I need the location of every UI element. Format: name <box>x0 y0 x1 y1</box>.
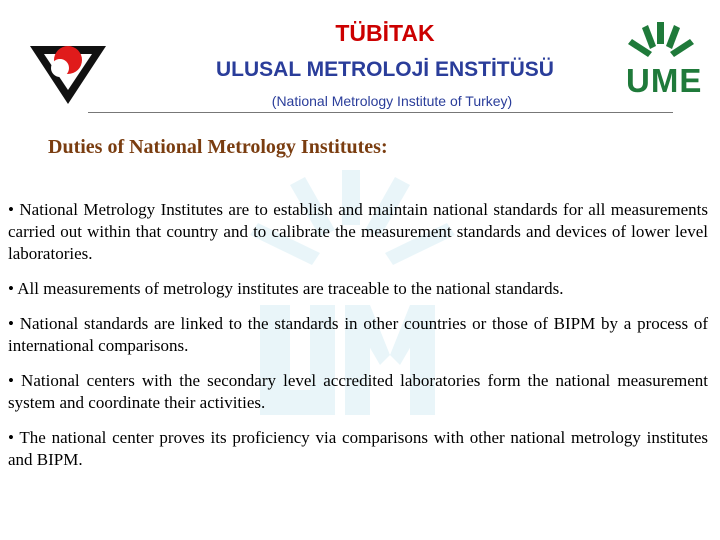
bullet-item: • All measurements of metrology institutes are traceable to the national standards. <box>8 279 564 298</box>
bullet-item: • National centers with the secondary level accredited laboratories form the national measurement system and coordinate their activities. <box>8 371 708 412</box>
org-name: TÜBİTAK <box>335 20 435 46</box>
section-heading: Duties of National Metrology Institutes: <box>48 136 388 158</box>
bullet-list <box>8 199 708 484</box>
bullet-item: • The national center proves its proficiency via comparisons with other national metrology institutes and BIPM. <box>8 428 708 469</box>
ume-logo-text: UME <box>626 62 703 99</box>
institute-name: ULUSAL METROLOJİ ENSTİTÜSÜ <box>216 58 554 81</box>
header-divider <box>88 112 673 113</box>
institute-subtitle: (National Metrology Institute of Turkey) <box>271 93 513 109</box>
bullet-item: • National standards are linked to the standards in other countries or those of BIPM by a process of international comparisons. <box>8 314 708 355</box>
bullet-item: • National Metrology Institutes are to establish and maintain national standards for all measurements carried out within that country and to calibrate the measurement standards and devices of lower level laboratories. <box>8 200 708 263</box>
